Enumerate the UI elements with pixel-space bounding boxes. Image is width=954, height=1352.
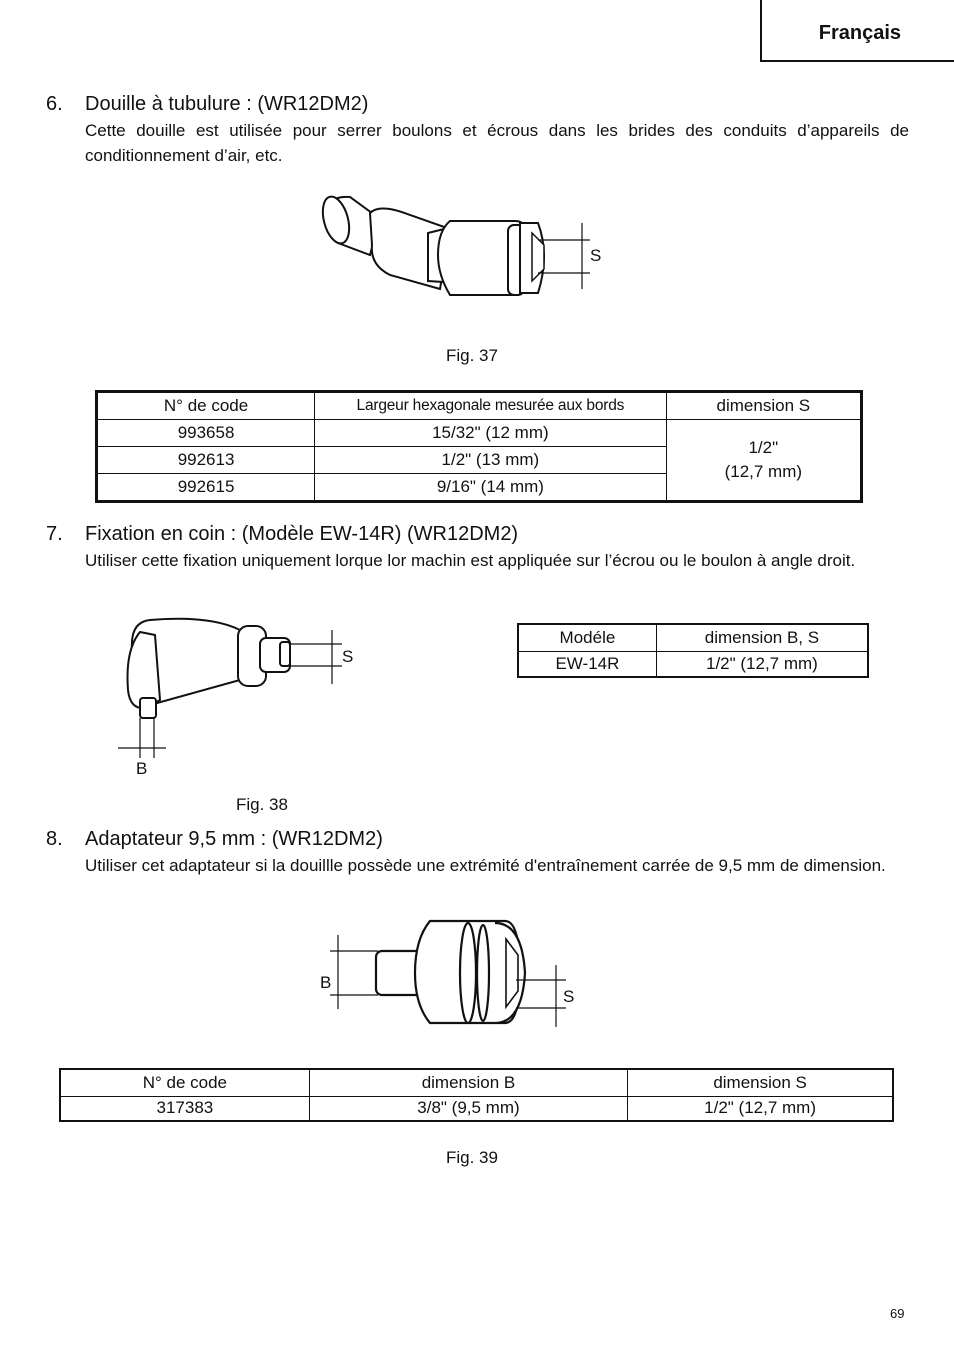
section-6-number: 6. [46,93,63,115]
corner-attachment-illustration [110,610,370,770]
section-7-body: Utiliser cette fixation uniquement lorque lor machin est appliquée sur l’écrou ou le boulon à angle droit. [85,551,856,570]
fig37-caption: Fig. 37 [446,346,498,365]
table-row [60,1096,893,1121]
col-header-model: Modéle [518,624,656,651]
section-8-title: Adaptateur 9,5 mm : (WR12DM2) [85,828,383,850]
adapter-table [59,1068,894,1122]
cell-code: 992615 [98,474,315,501]
col-header-dim-bs: dimension B, S [656,624,868,651]
cell-hex: 15/32" (12 mm) [315,420,667,447]
fig39-label-s: S [563,987,575,1006]
socket-table [97,392,861,501]
fig39-label-b: B [320,973,332,992]
fig38-label-s: S [342,647,354,666]
cell-code: 317383 [60,1096,309,1121]
cell-dim-s-merged [666,420,860,501]
dim-s-line1: 1/2" [748,438,779,457]
section-6-title: Douille à tubulure : (WR12DM2) [85,93,369,115]
col-header-dim-s: dimension S [666,393,860,420]
section-6-body: Cette douille est utilisée pour serrer boulons et écrous dans les brides des conduits d’appareils de conditionnement d’air, etc. [85,121,909,165]
fig37-label-s: S [590,246,602,265]
col-header-code: N° de code [60,1069,309,1096]
table-row [98,420,861,447]
col-header-dim-s: dimension S [628,1069,893,1096]
cell-dim-bs: 1/2" (12,7 mm) [656,651,868,677]
section-7-number: 7. [46,523,63,545]
section-8-number: 8. [46,828,63,850]
cell-code: 992613 [98,447,315,474]
fig38-label-b: B [136,759,148,778]
cell-hex: 1/2" (13 mm) [315,447,667,474]
corner-attachment-table [517,623,869,678]
cell-model: EW-14R [518,651,656,677]
col-header-dim-b: dimension B [309,1069,627,1096]
col-header-hex: Largeur hexagonale mesurée aux bords [315,393,667,420]
adapter-illustration [320,915,590,1035]
table-row [518,651,868,677]
cell-dim-b: 3/8" (9,5 mm) [309,1096,627,1121]
section-8-body: Utiliser cet adaptateur si la douillle possède une extrémité d'entraînement carrée de 9,5 mm de dimension. [85,856,886,875]
cell-code: 993658 [98,420,315,447]
col-header-code: N° de code [98,393,315,420]
language-label: Français [818,22,901,44]
cell-dim-s: 1/2" (12,7 mm) [628,1096,893,1121]
page-number: 69 [890,1306,905,1321]
cell-hex: 9/16" (14 mm) [315,474,667,501]
dim-s-line2: (12,7 mm) [724,462,803,481]
section-7-title: Fixation en coin : (Modèle EW-14R) (WR12DM2) [85,523,519,545]
fig38-caption: Fig. 38 [236,795,288,814]
fig39-caption: Fig. 39 [446,1148,498,1167]
